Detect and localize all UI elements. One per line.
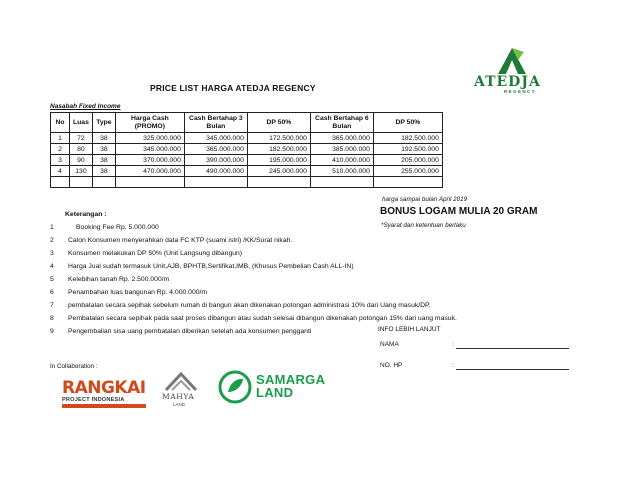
item-number: 5	[50, 276, 54, 283]
table-row	[51, 144, 443, 155]
samarga-logo	[218, 370, 328, 406]
table-row	[51, 155, 443, 166]
cell: 510.000.000	[310, 166, 373, 177]
cell: 38	[92, 133, 115, 144]
samarga-logo-text: SAMARGA LAND	[256, 372, 326, 400]
cell	[184, 177, 247, 188]
cell: 205.000.000	[373, 155, 442, 166]
rangkai-logo	[58, 376, 150, 410]
nama-label: NAMA	[380, 341, 399, 348]
page-title: PRICE LIST HARGA ATEDJA REGENCY	[150, 83, 316, 93]
header-dp-50-b: DP 50%	[373, 113, 442, 133]
rangkai-logo-bar	[62, 404, 146, 408]
price-table	[50, 112, 443, 188]
header-cash-6-bulan: Cash Bertahap 6 Bulan	[310, 113, 373, 133]
list-item	[50, 224, 159, 231]
cell: 1	[51, 133, 70, 144]
table-row-empty	[51, 177, 443, 188]
nama-input-line[interactable]	[456, 348, 569, 349]
header-cash-3-bulan: Cash Bertahap 3 Bulan	[184, 113, 247, 133]
cell: 410.000.000	[310, 155, 373, 166]
list-item	[50, 328, 311, 335]
samarga-leaf-icon	[218, 370, 252, 404]
cell: 192.500.000	[373, 144, 442, 155]
table-header-row	[51, 113, 443, 133]
cell: 38	[92, 166, 115, 177]
item-text: Booking Fee Rp. 5.000.000	[76, 224, 159, 231]
cell	[247, 177, 310, 188]
atedja-mark-icon	[468, 46, 556, 76]
item-text: Kelebihan tanah Rp. 2.500.000/m	[68, 276, 170, 283]
cell: 90	[70, 155, 93, 166]
header-harga-cash: Harga Cash (PROMO)	[115, 113, 184, 133]
list-item	[50, 237, 292, 244]
item-text: Konsumen melakukan DP 50% (Unit Langsung dibangun)	[68, 250, 243, 257]
header-luas: Luas	[70, 113, 93, 133]
item-number: 7	[50, 302, 54, 309]
table-row	[51, 166, 443, 177]
mahya-house-icon	[160, 370, 202, 392]
table-subtitle: Nasabah Fixed Income	[50, 103, 121, 110]
cell: 245.000.000	[247, 166, 310, 177]
mahya-logo	[160, 370, 202, 412]
collaboration-label: In Collaboration :	[50, 363, 98, 370]
item-number: 6	[50, 289, 54, 296]
list-item	[50, 250, 242, 257]
atedja-logo-text: ATEDJA	[474, 74, 541, 90]
item-text: Calon Konsumen menyerahkan data FC KTP (suami istri) /KK/Surat nikah.	[68, 237, 293, 244]
cell	[115, 177, 184, 188]
cell	[92, 177, 115, 188]
cell	[70, 177, 93, 188]
hp-colon: :	[452, 362, 454, 369]
cell: 255.000.000	[373, 166, 442, 177]
cell: 385.000.000	[310, 144, 373, 155]
info-heading: INFO LEBIH LANJUT	[378, 326, 441, 333]
cell	[373, 177, 442, 188]
cell: 490.000.000	[184, 166, 247, 177]
list-item	[50, 289, 207, 296]
cell: 38	[92, 144, 115, 155]
hp-input-line[interactable]	[456, 369, 569, 370]
mahya-logo-subtext: LAND	[173, 402, 186, 407]
mahya-logo-text: MAHYA	[162, 392, 195, 401]
cell: 370.000.000	[115, 155, 184, 166]
item-number: 8	[50, 315, 54, 322]
cell: 182.500.000	[373, 133, 442, 144]
cell: 195.000.000	[247, 155, 310, 166]
cell: 345.000.000	[115, 144, 184, 155]
bonus-headline: BONUS LOGAM MULIA 20 GRAM	[380, 206, 538, 217]
cell: 2	[51, 144, 70, 155]
list-item	[50, 263, 354, 270]
cell	[51, 177, 70, 188]
cell: 172.500.000	[247, 133, 310, 144]
keterangan-label: Keterangan :	[65, 211, 107, 218]
item-number: 9	[50, 328, 54, 335]
cell: 80	[70, 144, 93, 155]
cell: 365.000.000	[184, 144, 247, 155]
cell: 325.000.000	[115, 133, 184, 144]
cell: 38	[92, 155, 115, 166]
atedja-logo	[468, 46, 556, 98]
list-item	[50, 276, 169, 283]
table-row	[51, 133, 443, 144]
cell	[310, 177, 373, 188]
list-item	[50, 302, 431, 309]
rangkai-logo-subtext: PROJECT INDONESIA	[62, 397, 125, 403]
list-item	[50, 315, 457, 322]
item-number: 1	[50, 224, 54, 231]
atedja-logo-subtext: REGENCY	[504, 89, 537, 94]
cell: 72	[70, 133, 93, 144]
header-no: No	[51, 113, 70, 133]
header-type: Type	[92, 113, 115, 133]
item-text: Penambahan luas bangunan Rp. 4.000.000/m	[68, 289, 208, 296]
hp-label: NO. HP	[380, 362, 403, 369]
cell: 470.000.000	[115, 166, 184, 177]
cell: 365.000.000	[310, 133, 373, 144]
cell: 345.000.000	[184, 133, 247, 144]
header-dp-50-a: DP 50%	[247, 113, 310, 133]
cell: 130	[70, 166, 93, 177]
cell: 4	[51, 166, 70, 177]
terms-note: *Syarat dan ketentuan berlaku	[381, 222, 466, 229]
nama-colon: :	[452, 341, 454, 348]
price-valid-note: harga sampai bulan April 2019	[382, 196, 468, 203]
cell: 3	[51, 155, 70, 166]
cell: 182.500.000	[247, 144, 310, 155]
item-text: Harga Jual sudah termasuk Unit,AJB, BPHTB,Sertifikat,IMB, (Khusus Pembelian Cash ALL-IN)	[68, 263, 354, 270]
item-text: Pengembalian sisa uang pembatalan diberikan setelah ada konsumen pengganti	[68, 328, 312, 335]
item-text: Pembatalan secara sepihak pada saat proses dibangun atau sudah selesai dibangun dikenakan potongan 15% dari uang masuk.	[68, 315, 457, 322]
item-text: pembatalan secara sepihak sebelum rumah di bangun akan dikenakan potongan administrasi 10% dari Uang masuk/DP.	[68, 302, 431, 309]
cell: 390.000.000	[184, 155, 247, 166]
item-number: 3	[50, 250, 54, 257]
item-number: 4	[50, 263, 54, 270]
rangkai-logo-text: RANGKAI	[62, 378, 146, 398]
item-number: 2	[50, 237, 54, 244]
